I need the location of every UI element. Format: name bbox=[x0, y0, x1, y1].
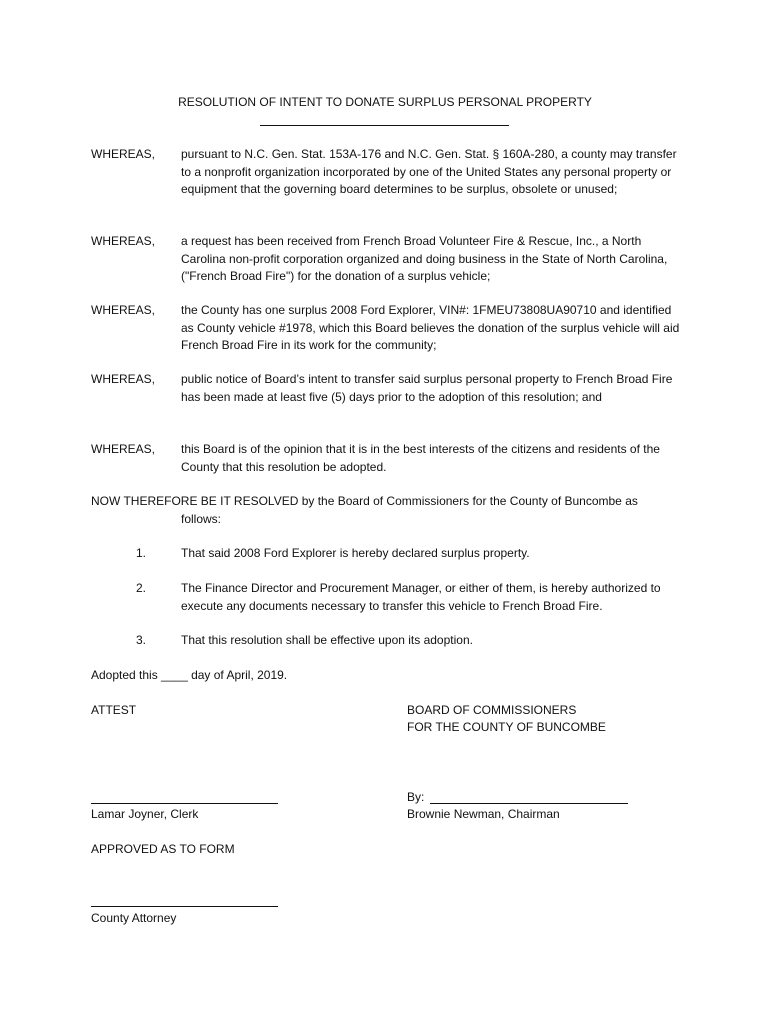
whereas-text: a request has been received from French Broad Volunteer Fire & Rescue, Inc., a North Carolina non-profit corporation organized and doing business in the State of North Carolina, ("French Broad Fire") for the donation of a surplus vehicle; bbox=[181, 234, 668, 283]
whereas-keyword: WHEREAS, bbox=[91, 372, 156, 386]
board-heading-line2: FOR THE COUNTY OF BUNCOMBE bbox=[407, 720, 606, 734]
by-label: By: bbox=[407, 790, 425, 804]
whereas-clause bbox=[91, 371, 681, 406]
item-text: That this resolution shall be effective upon its adoption. bbox=[181, 633, 473, 647]
chairman-name: Brownie Newman, Chairman bbox=[407, 807, 560, 821]
resolution-item bbox=[136, 580, 686, 615]
whereas-clause bbox=[91, 302, 681, 355]
item-text: The Finance Director and Procurement Manager, or either of them, is hereby authorized to execute any documents necessary to transfer this vehicle to French Broad Fire. bbox=[181, 581, 661, 613]
item-number: 1. bbox=[136, 546, 147, 560]
resolution-item bbox=[136, 632, 686, 650]
whereas-keyword: WHEREAS, bbox=[91, 303, 156, 317]
item-number: 2. bbox=[136, 581, 147, 595]
whereas-clause bbox=[91, 441, 681, 476]
attorney-signature-line bbox=[91, 906, 278, 907]
title-underline bbox=[260, 125, 509, 126]
board-heading-line1: BOARD OF COMMISSIONERS bbox=[407, 703, 577, 717]
resolved-paragraph bbox=[91, 493, 681, 528]
resolved-text-continued: follows: bbox=[181, 511, 222, 526]
whereas-text: public notice of Board’s intent to transfer said surplus personal property to French Broad Fire has been made at least five (5) days prior to the adoption of this resolution; and bbox=[181, 372, 673, 404]
whereas-clause bbox=[91, 146, 681, 199]
whereas-text: this Board is of the opinion that it is in the best interests of the citizens and residents of the County that this resolution be adopted. bbox=[181, 442, 660, 474]
whereas-keyword: WHEREAS, bbox=[91, 234, 156, 248]
clerk-signature-line bbox=[91, 803, 278, 804]
whereas-keyword: WHEREAS, bbox=[91, 147, 156, 161]
whereas-text: pursuant to N.C. Gen. Stat. 153A-176 and N.C. Gen. Stat. § 160A-280, a county may transfer to a nonprofit organization incorporated by one of the United States any personal property or equipment that the governing board determines to be surplus, obsolete or unused; bbox=[181, 147, 677, 196]
item-number: 3. bbox=[136, 633, 147, 647]
clerk-name: Lamar Joyner, Clerk bbox=[91, 807, 199, 821]
chairman-signature-line bbox=[430, 803, 628, 804]
adopted-date-line: Adopted this ____ day of April, 2019. bbox=[91, 668, 288, 682]
item-text: That said 2008 Ford Explorer is hereby declared surplus property. bbox=[181, 546, 530, 560]
county-attorney-label: County Attorney bbox=[91, 911, 177, 925]
approved-as-to-form: APPROVED AS TO FORM bbox=[91, 842, 235, 856]
resolution-item bbox=[136, 545, 686, 563]
whereas-text: the County has one surplus 2008 Ford Explorer, VIN#: 1FMEU73808UA90710 and identified as County vehicle #1978, which this Board believes the donation of the surplus vehicle will aid French Broad Fire in its work for the community; bbox=[181, 303, 680, 352]
whereas-keyword: WHEREAS, bbox=[91, 442, 156, 456]
whereas-clause bbox=[91, 233, 681, 286]
resolved-text: NOW THEREFORE BE IT RESOLVED by the Board of Commissioners for the County of Buncombe as bbox=[91, 494, 638, 508]
document-title: RESOLUTION OF INTENT TO DONATE SURPLUS PERSONAL PROPERTY bbox=[178, 95, 592, 109]
attest-label: ATTEST bbox=[91, 703, 137, 717]
